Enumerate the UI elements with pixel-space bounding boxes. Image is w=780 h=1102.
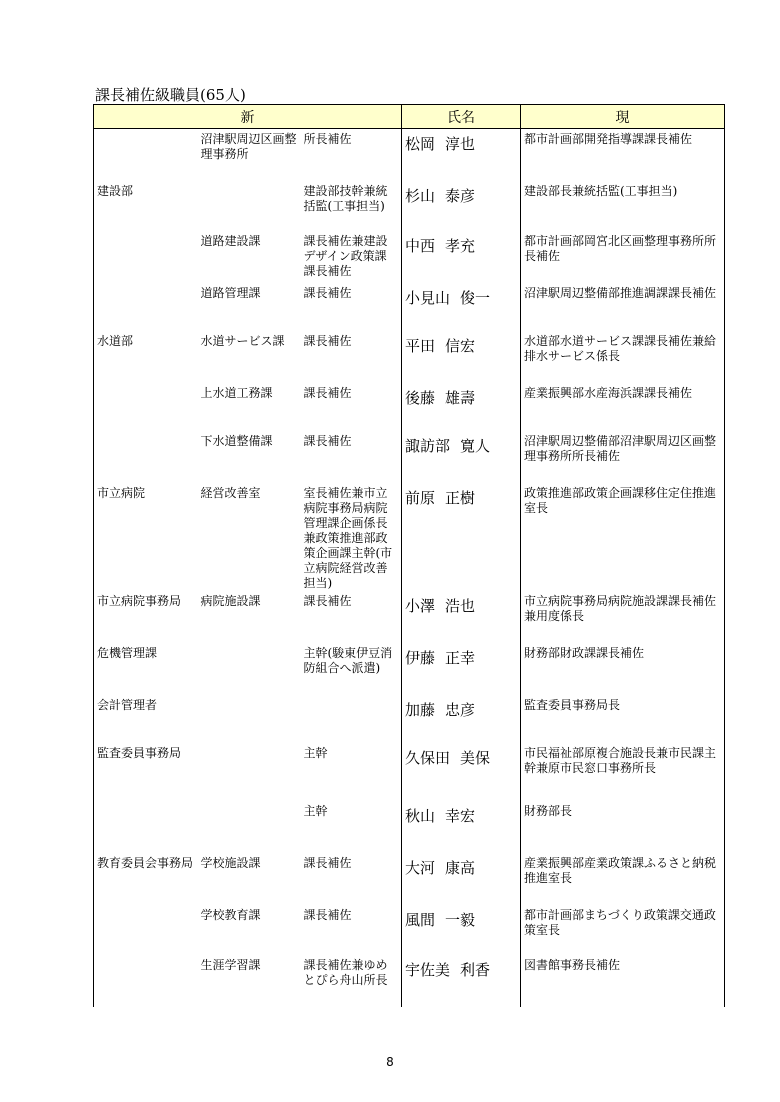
position-cell: 課長補佐 bbox=[301, 853, 402, 905]
position-cell: 課長補佐 bbox=[301, 283, 402, 331]
surname: 伊藤 bbox=[405, 648, 436, 667]
position-cell: 主幹 bbox=[301, 743, 402, 801]
table-row bbox=[94, 431, 725, 483]
table-row bbox=[94, 181, 725, 231]
page-number: 8 bbox=[386, 1055, 394, 1069]
current-position-cell: 水道部水道サービス課課長補佐兼給排水サービス係長 bbox=[521, 331, 725, 383]
department-cell bbox=[94, 905, 198, 955]
surname: 松岡 bbox=[405, 135, 436, 153]
table-row bbox=[94, 955, 725, 1007]
given-name: 寛人 bbox=[460, 436, 491, 455]
table-row bbox=[94, 905, 725, 955]
table-row bbox=[94, 383, 725, 431]
table-row bbox=[94, 231, 725, 283]
department-cell: 危機管理課 bbox=[94, 643, 198, 695]
table-row bbox=[94, 743, 725, 801]
table-row bbox=[94, 129, 725, 181]
table-row bbox=[94, 331, 725, 383]
surname: 平田 bbox=[405, 336, 436, 355]
position-cell: 課長補佐 bbox=[301, 431, 402, 483]
position-cell: 課長補佐兼ゆめとぴら舟山所長 bbox=[301, 955, 402, 1007]
position-cell: 室長補佐兼市立病院事務局病院管理課企画係長兼政策推進部政策企画課主幹(市立病院経営改善担当) bbox=[301, 483, 402, 591]
given-name: 孝充 bbox=[445, 236, 476, 255]
given-name: 正幸 bbox=[445, 648, 476, 667]
surname: 大河 bbox=[405, 858, 436, 877]
position-cell: 課長補佐 bbox=[301, 383, 402, 431]
department-cell bbox=[94, 231, 198, 283]
section-cell: 上水道工務課 bbox=[200, 385, 273, 400]
current-position-cell: 財務部財政課課長補佐 bbox=[521, 643, 725, 695]
department-cell: 会計管理者 bbox=[94, 695, 198, 743]
name-cell bbox=[402, 801, 521, 853]
table-header-row bbox=[94, 105, 725, 129]
current-position-cell: 都市計画部開発指導課課長補佐 bbox=[521, 129, 725, 181]
name-cell bbox=[402, 905, 521, 955]
table-row bbox=[94, 695, 725, 743]
surname: 風間 bbox=[405, 910, 436, 929]
surname: 前原 bbox=[405, 488, 436, 507]
name-cell bbox=[402, 181, 521, 231]
department-cell: 監査委員事務局 bbox=[94, 743, 198, 801]
position-cell: 課長補佐 bbox=[301, 331, 402, 383]
header-name: 氏名 bbox=[402, 105, 521, 129]
section-cell: 水道サービス課 bbox=[200, 333, 285, 348]
section-cell: 病院施設課 bbox=[200, 593, 261, 608]
table-row bbox=[94, 643, 725, 695]
given-name: 美保 bbox=[460, 748, 491, 767]
department-cell: 建設部 bbox=[94, 181, 198, 231]
position-cell: 建設部技幹兼統括監(工事担当) bbox=[301, 181, 402, 231]
position-cell: 課長補佐 bbox=[301, 905, 402, 955]
current-position-cell: 監査委員事務局長 bbox=[521, 695, 725, 743]
position-cell: 課長補佐兼建設デザイン政策課課長補佐 bbox=[301, 231, 402, 283]
name-cell bbox=[402, 483, 521, 591]
surname: 諏訪部 bbox=[405, 436, 451, 455]
name-cell bbox=[402, 643, 521, 695]
surname: 久保田 bbox=[405, 748, 451, 767]
position-cell: 課長補佐 bbox=[301, 591, 402, 643]
name-cell bbox=[402, 129, 521, 181]
given-name: 幸宏 bbox=[445, 806, 476, 825]
section-cell: 下水道整備課 bbox=[200, 433, 273, 448]
current-position-cell: 産業振興部産業政策課ふるさと納税推進室長 bbox=[521, 853, 725, 905]
header-current: 現 bbox=[521, 105, 725, 129]
surname: 中西 bbox=[405, 236, 436, 255]
name-cell bbox=[402, 853, 521, 905]
surname: 後藤 bbox=[405, 388, 436, 407]
given-name: 雄壽 bbox=[445, 388, 476, 407]
given-name: 信宏 bbox=[445, 336, 476, 355]
current-position-cell: 財務部長 bbox=[521, 801, 725, 853]
department-cell: 市立病院 bbox=[94, 483, 198, 591]
department-cell bbox=[94, 431, 198, 483]
page-title: 課長補佐級職員(65人) bbox=[95, 86, 246, 104]
current-position-cell: 産業振興部水産海浜課課長補佐 bbox=[521, 383, 725, 431]
position-cell: 主幹(駿東伊豆消防組合へ派遣) bbox=[301, 643, 402, 695]
department-cell bbox=[94, 801, 198, 853]
name-cell bbox=[402, 591, 521, 643]
section-cell: 道路管理課 bbox=[200, 285, 261, 300]
current-position-cell: 沼津駅周辺整備部推進調課課長補佐 bbox=[521, 283, 725, 331]
current-position-cell: 市民福祉部原複合施設長兼市民課主幹兼原市民窓口事務所長 bbox=[521, 743, 725, 801]
surname: 加藤 bbox=[405, 700, 436, 719]
section-cell: 経営改善室 bbox=[200, 485, 261, 500]
surname: 小見山 bbox=[405, 288, 451, 307]
name-cell bbox=[402, 331, 521, 383]
department-cell: 市立病院事務局 bbox=[94, 591, 198, 643]
section-cell: 学校施設課 bbox=[200, 855, 261, 870]
given-name: 忠彦 bbox=[445, 700, 476, 719]
given-name: 浩也 bbox=[445, 596, 476, 615]
department-cell: 教育委員会事務局 bbox=[94, 853, 198, 905]
name-cell bbox=[402, 695, 521, 743]
name-cell bbox=[402, 231, 521, 283]
surname: 小澤 bbox=[405, 596, 436, 615]
section-cell: 道路建設課 bbox=[200, 233, 261, 248]
current-position-cell: 都市計画部まちづくり政策課交通政策室長 bbox=[521, 905, 725, 955]
section-cell bbox=[198, 801, 301, 853]
position-cell: 所長補佐 bbox=[301, 129, 402, 181]
section-cell bbox=[198, 743, 301, 801]
department-cell bbox=[94, 955, 198, 1007]
current-position-cell: 建設部長兼統括監(工事担当) bbox=[521, 181, 725, 231]
given-name: 康高 bbox=[445, 858, 476, 877]
name-cell bbox=[402, 431, 521, 483]
name-cell bbox=[402, 743, 521, 801]
given-name: 淳也 bbox=[445, 135, 476, 153]
table-body bbox=[94, 129, 725, 1007]
table-row bbox=[94, 853, 725, 905]
department-cell bbox=[94, 383, 198, 431]
section-cell: 学校教育課 bbox=[200, 907, 261, 922]
department-cell bbox=[94, 283, 198, 331]
table-row bbox=[94, 801, 725, 853]
given-name: 正樹 bbox=[445, 488, 476, 507]
given-name: 俊一 bbox=[460, 288, 491, 307]
given-name: 一毅 bbox=[445, 910, 476, 929]
surname: 杉山 bbox=[405, 186, 436, 205]
table-row bbox=[94, 483, 725, 591]
position-cell bbox=[301, 695, 402, 743]
header-new: 新 bbox=[94, 105, 402, 129]
current-position-cell: 沼津駅周辺整備部沼津駅周辺区画整理事務所所長補佐 bbox=[521, 431, 725, 483]
surname: 宇佐美 bbox=[405, 960, 451, 979]
surname: 秋山 bbox=[405, 806, 436, 825]
current-position-cell: 政策推進部政策企画課移住定住推進室長 bbox=[521, 483, 725, 591]
given-name: 利香 bbox=[460, 960, 491, 979]
table-row bbox=[94, 283, 725, 331]
section-cell bbox=[198, 181, 301, 231]
position-cell: 主幹 bbox=[301, 801, 402, 853]
current-position-cell: 都市計画部岡宮北区画整理事務所所長補佐 bbox=[521, 231, 725, 283]
table-row bbox=[94, 591, 725, 643]
section-cell: 沼津駅周辺区画整理事務所 bbox=[200, 132, 297, 161]
personnel-table bbox=[93, 104, 725, 1007]
current-position-cell: 図書館事務長補佐 bbox=[521, 955, 725, 1007]
section-cell: 生涯学習課 bbox=[200, 957, 261, 972]
name-cell bbox=[402, 283, 521, 331]
section-cell bbox=[198, 643, 301, 695]
department-cell: 水道部 bbox=[94, 331, 198, 383]
name-cell bbox=[402, 383, 521, 431]
given-name: 泰彦 bbox=[445, 186, 476, 205]
department-cell bbox=[94, 129, 198, 181]
section-cell bbox=[198, 695, 301, 743]
name-cell bbox=[402, 955, 521, 1007]
current-position-cell: 市立病院事務局病院施設課課長補佐兼用度係長 bbox=[521, 591, 725, 643]
